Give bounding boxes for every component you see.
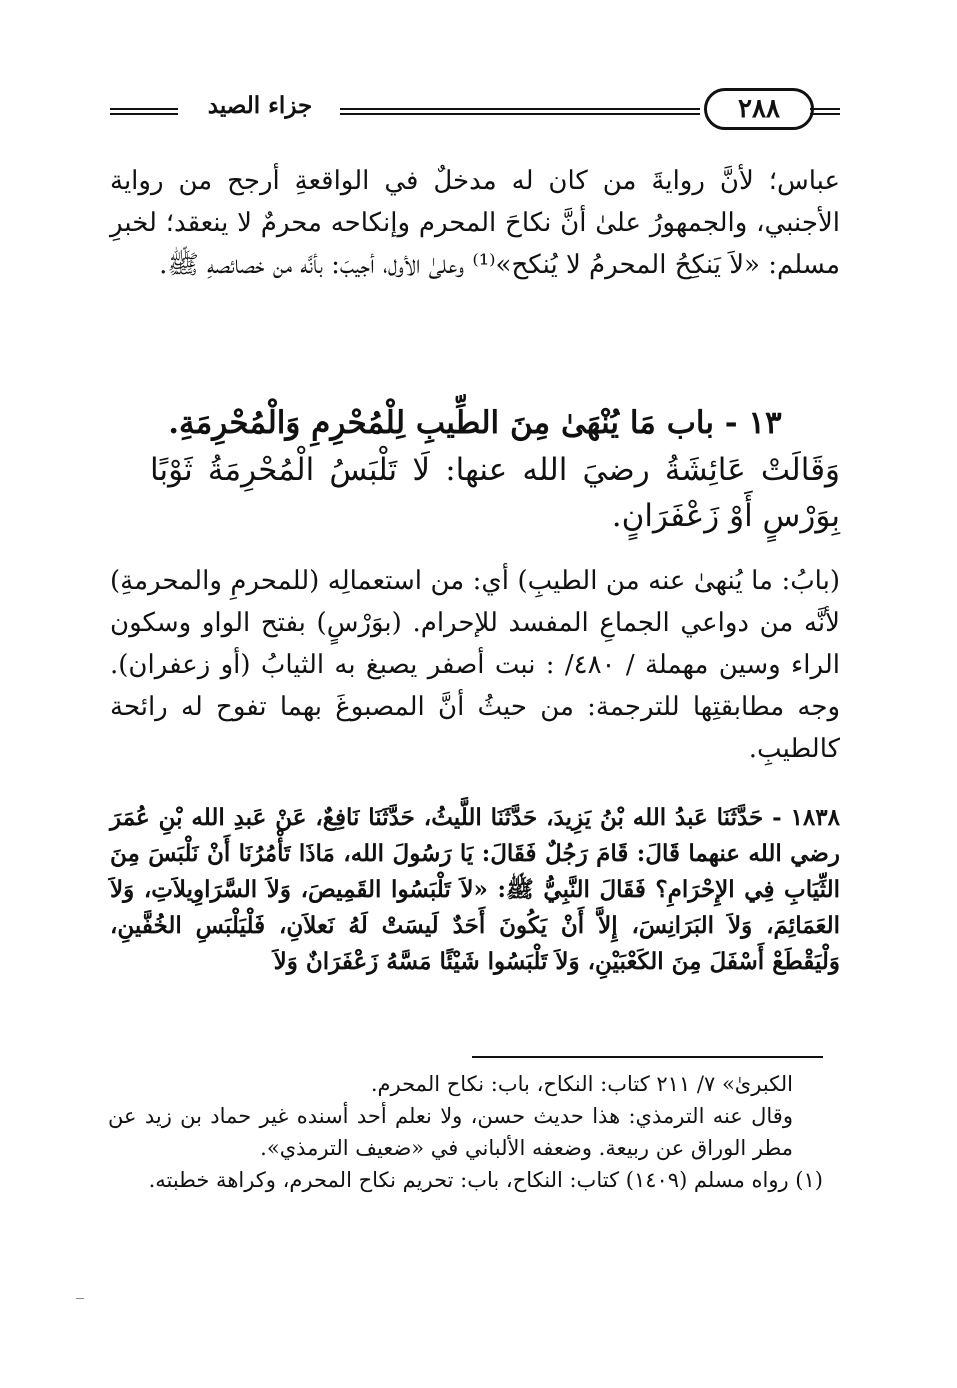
page-header	[110, 88, 840, 138]
header-rule-left	[110, 108, 178, 110]
footnote-1: (١) رواه مسلم (١٤٠٩) كتاب: النكاح، باب: تحريم نكاح المحرم، وكراهة خطبته.	[148, 1168, 823, 1192]
aisha-quote: وَقَالَتْ عَائِشَةُ رضيَ الله عنها: لَا تَلْبَسُ الْمُحْرِمَةُ ثَوْبًا بِوَرْسٍ أَوْ زَعْفَرَانٍ.	[150, 452, 840, 534]
commentary-paragraph-1: عباس؛ لأنَّ روايةَ من كان له مدخلٌ في الواقعةِ أرجح من رواية الأجنبي، والجمهورُ علىٰ أنَّ نكاحَ المحرم وإنكاحه محرمٌ لا ينعقد؛ لخبرِ مسلم: «لاَ يَنكِحُ المحرمُ لا يُنكح»⁽¹⁾ وعلىٰ الأول، أجيبَ: بأنَّه من خصائصهِ ﷺ.	[110, 166, 840, 280]
commentary-paragraph-2: (بابُ: ما يُنهىٰ عنه من الطيبِ) أي: من استعمالِه (للمحرمِ والمحرمةِ) لأنَّه من دواعي الجماعِ المفسد للإحرام. (بوَرْسٍ) بفتح الواو وسكون الراء وسين مهملة / ٤٨٠/ : نبت أصفر يصبغ به الثيابُ (أو زعفران). وجه مطابقتِها للترجمة: من حيثُ أنَّ المصبوغَ بهما تفوح له رائحة كالطيبِ.	[110, 566, 840, 764]
hadith-text: ١٨٣٨ - حَدَّثَنَا عَبدُ الله بْنُ يَزِيدَ، حَدَّثَنَا اللَّيثُ، حَدَّثَنَا نَافِعٌ، عَنْ عَبدِ الله بْنِ عُمَرَ رضي الله عنهما قَالَ: قَامَ رَجُلٌ فَقَالَ: يَا رَسُولَ الله، مَاذَا تَأْمُرُنَا أَنْ نَلْبَسَ مِنَ الثِّيَابِ فِي الإِحْرَامِ؟ فَقَالَ النَّبِيُّ ﷺ: «لاَ تَلْبَسُوا القَمِيصَ، وَلاَ السَّرَاوِيلاَتِ، وَلاَ العَمَائِمَ، وَلاَ البَرَانِسَ، إِلاَّ أَنْ يَكُونَ أَحَدٌ لَيسَتْ لَهُ نَعلاَنِ، فَلْيَلْبَسِ الخُفَّينِ، وَلْيَقْطَعْ أَسْفَلَ مِنَ الكَعْبَيْنِ، وَلاَ تَلْبَسُوا شَيْئًا مَسَّهُ زَعْفَرَانٌ وَلاَ	[110, 804, 840, 975]
header-rule-middle	[340, 108, 700, 110]
footnote-continuation-2: وقال عنه الترمذي: هذا حديث حسن، ولا نعلم أحد أسنده غير حماد بن زيد عن مطر الوراق عن ربيعة. وضعفه الألباني في «ضعيف الترمذي».	[108, 1104, 793, 1160]
footnote-continuation-1: الكبرىٰ» ٧/ ٢١١ كتاب: النكاح، باب: نكاح المحرم.	[370, 1072, 793, 1096]
footnote-separator	[472, 1056, 823, 1058]
chapter-heading: ١٣ - باب مَا يُنْهَىٰ مِنَ الطِّيبِ لِلْمُحْرِمِ وَالْمُحْرِمَةِ.	[168, 405, 782, 441]
footnotes	[108, 1068, 823, 1196]
header-rule-right	[810, 108, 840, 110]
page-number: ٢٨٨	[704, 88, 814, 130]
scan-mark	[76, 1298, 84, 1299]
running-title: جزاء الصيد	[207, 92, 313, 119]
